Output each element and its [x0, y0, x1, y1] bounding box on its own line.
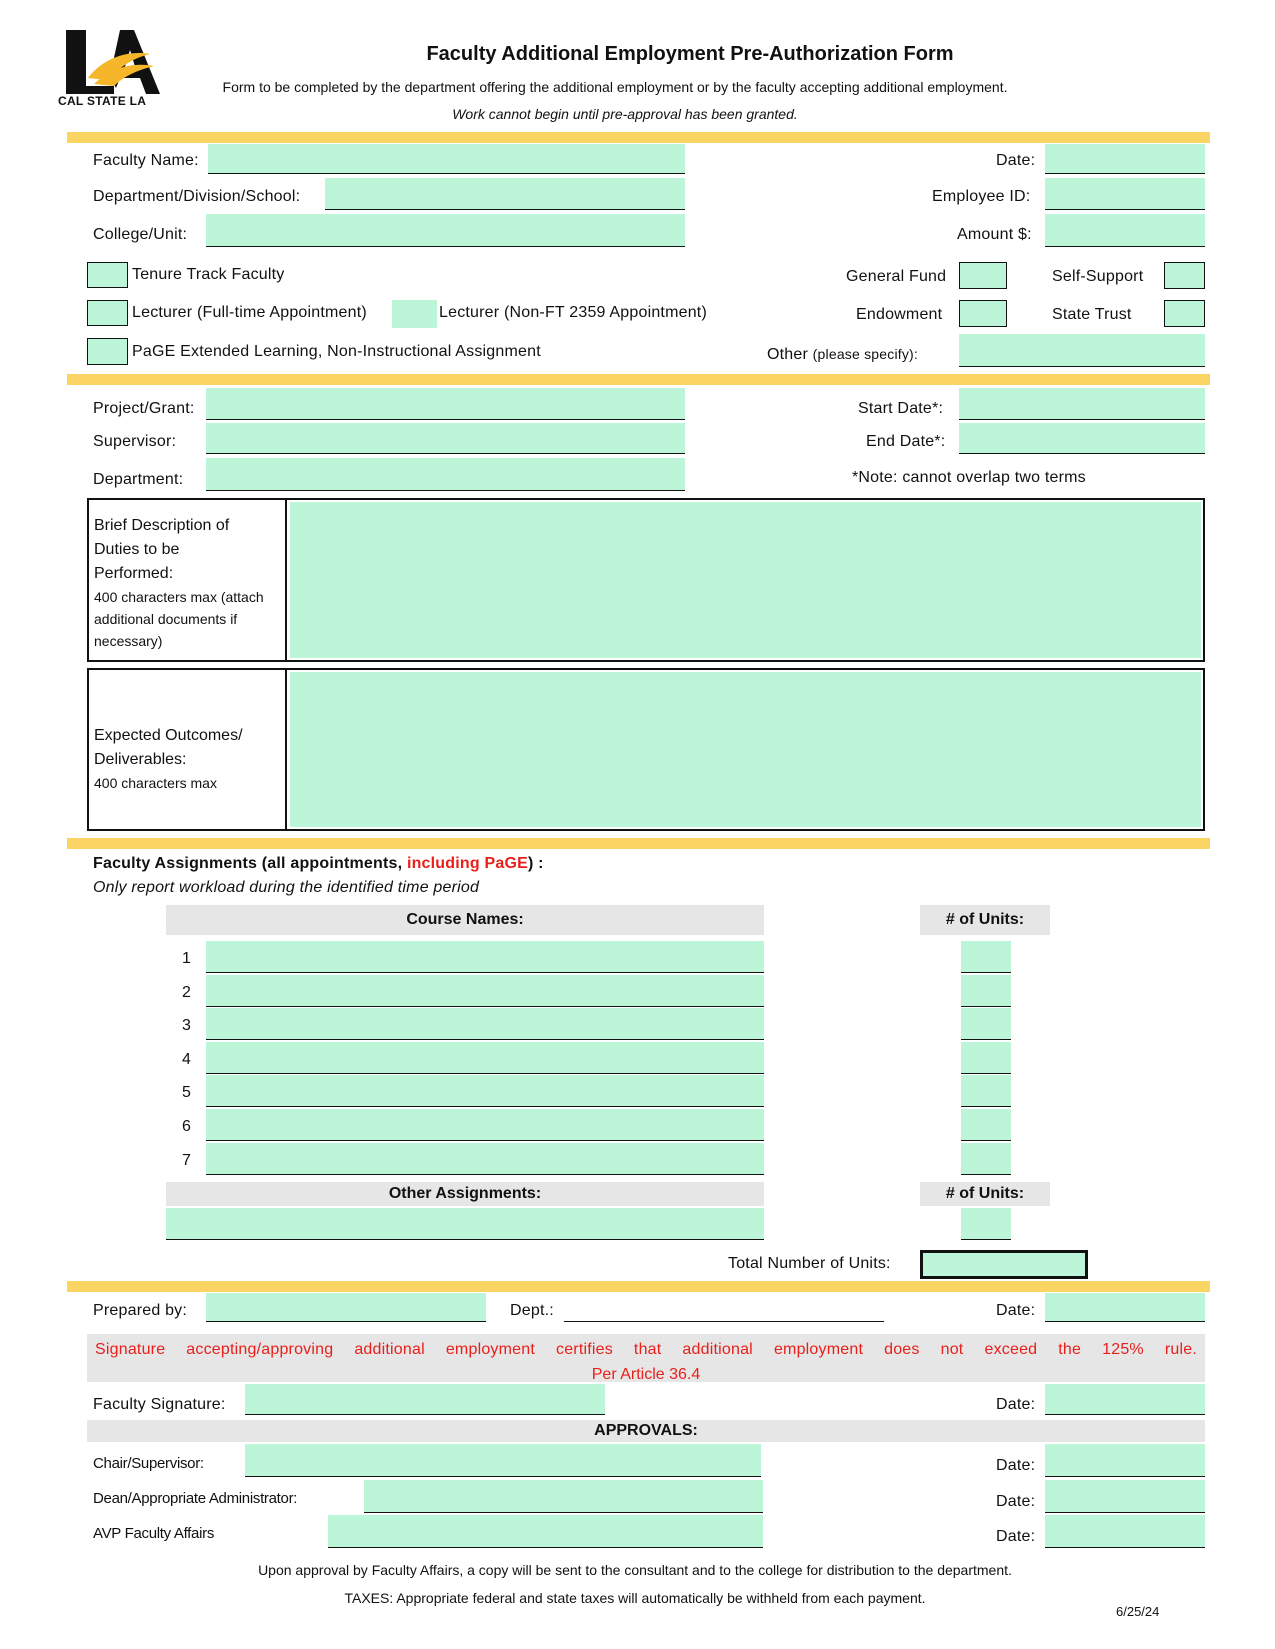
page-title: Faculty Additional Employment Pre-Authorization Form — [426, 43, 954, 65]
chair-signature-field[interactable] — [245, 1444, 761, 1477]
lecturer-nonft-checkbox[interactable] — [392, 300, 437, 328]
total-units-label: Total Number of Units: — [728, 1255, 891, 1272]
duties-hint-line1: 400 characters max (attach — [94, 589, 264, 605]
dean-signature-field[interactable] — [364, 1480, 763, 1513]
course-name-field[interactable] — [206, 1143, 764, 1175]
prepared-date-field[interactable] — [1045, 1293, 1205, 1322]
start-date-label: Start Date*: — [858, 400, 944, 417]
start-date-field[interactable] — [959, 388, 1205, 420]
outcomes-section — [87, 668, 1205, 831]
assignments-title — [93, 855, 544, 873]
footer-distribution-note: Upon approval by Faculty Affairs, a copy will be sent to the consultant and to the college for distribution to the department. — [258, 1562, 1012, 1578]
other-assignments-header: Other Assignments: — [166, 1182, 764, 1206]
la-logo-mark — [58, 28, 168, 100]
course-name-field[interactable] — [206, 975, 764, 1007]
lecturer-nonft-label: Lecturer (Non-FT 2359 Appointment) — [439, 304, 707, 321]
faculty-signature-date-field[interactable] — [1045, 1384, 1205, 1415]
course-name-field[interactable] — [206, 1075, 764, 1107]
college-label: College/Unit: — [93, 226, 188, 243]
page-extended-checkbox[interactable] — [87, 338, 128, 365]
course-row-number: 2 — [182, 984, 192, 1001]
duties-label-line2: Duties to be — [94, 541, 180, 558]
dean-date-field[interactable] — [1045, 1480, 1205, 1513]
end-date-field[interactable] — [959, 423, 1205, 454]
course-units-field[interactable] — [961, 975, 1011, 1007]
project-grant-label: Project/Grant: — [93, 400, 195, 417]
duties-hint-line3: necessary) — [94, 633, 163, 649]
course-name-field[interactable] — [206, 1008, 764, 1040]
duties-label-line3: Performed: — [94, 565, 174, 582]
avp-date-field[interactable] — [1045, 1515, 1205, 1548]
cal-state-la-logo — [58, 28, 168, 110]
course-row-number: 6 — [182, 1118, 192, 1135]
outcomes-textarea[interactable] — [290, 672, 1201, 827]
logo-caption: CAL STATE LA — [58, 94, 147, 108]
assignments-title-highlight: including PaGE — [406, 855, 528, 872]
other-label-text: Other — [767, 346, 809, 363]
course-row-number: 4 — [182, 1051, 192, 1068]
employee-id-label: Employee ID: — [932, 188, 1031, 205]
form-version-date: 6/25/24 — [1116, 1604, 1160, 1619]
lecturer-ft-label: Lecturer (Full-time Appointment) — [132, 304, 367, 321]
assignments-subtitle: Only report workload during the identified time period — [93, 879, 480, 896]
section-divider-4 — [67, 1281, 1210, 1292]
general-fund-label: General Fund — [846, 268, 947, 285]
faculty-name-field[interactable] — [208, 144, 685, 174]
section-divider-3 — [67, 838, 1210, 849]
prepared-by-label: Prepared by: — [93, 1302, 188, 1319]
amount-field[interactable] — [1045, 214, 1205, 247]
self-support-label: Self-Support — [1052, 268, 1144, 285]
faculty-signature-field[interactable] — [245, 1384, 605, 1415]
avp-label: AVP Faculty Affairs — [93, 1525, 215, 1542]
course-names-header: Course Names: — [166, 905, 764, 935]
other-assignments-units-field[interactable] — [961, 1208, 1011, 1240]
course-row-number: 1 — [182, 950, 192, 967]
date-field-top[interactable] — [1045, 144, 1205, 174]
dept-label: Dept.: — [510, 1302, 554, 1319]
other-assignments-field[interactable] — [166, 1208, 764, 1240]
article-reference: Per Article 36.4 — [591, 1366, 701, 1383]
duties-label-line1: Brief Description of — [94, 517, 230, 534]
certification-text: Signature accepting/approving additional employment certifies that additional employment does not exceed the 125% rule. — [95, 1341, 1197, 1358]
certification-notice — [87, 1334, 1205, 1382]
outcomes-hint: 400 characters max — [94, 775, 217, 791]
department-label: Department/Division/School: — [93, 188, 301, 205]
course-units-field[interactable] — [961, 1008, 1011, 1040]
outcomes-label-line2: Deliverables: — [94, 751, 187, 768]
prepared-by-field[interactable] — [206, 1293, 486, 1322]
assignments-title-pre: Faculty Assignments (all appointments, — [93, 855, 407, 872]
chair-label: Chair/Supervisor: — [93, 1455, 204, 1472]
section-divider-1 — [67, 132, 1210, 143]
assignments-title-post: ) : — [527, 855, 544, 872]
date-label-top: Date: — [996, 152, 1036, 169]
outcomes-label-line1: Expected Outcomes/ — [94, 727, 243, 744]
approvals-header: APPROVALS: — [87, 1420, 1205, 1442]
endowment-checkbox[interactable] — [959, 300, 1007, 327]
course-row-number: 5 — [182, 1084, 192, 1101]
other-units-header: # of Units: — [920, 1182, 1050, 1206]
course-units-field[interactable] — [961, 941, 1011, 973]
course-row-number: 7 — [182, 1152, 192, 1169]
avp-signature-field[interactable] — [328, 1515, 763, 1548]
department-field[interactable] — [325, 178, 685, 210]
supervisor-label: Supervisor: — [93, 433, 177, 450]
course-units-field[interactable] — [961, 1143, 1011, 1175]
course-units-field[interactable] — [961, 1075, 1011, 1107]
course-name-field[interactable] — [206, 1109, 764, 1141]
amount-label: Amount $: — [957, 226, 1032, 243]
duties-section — [87, 498, 1205, 662]
college-field[interactable] — [206, 214, 685, 247]
supervisor-field[interactable] — [206, 423, 685, 454]
avp-date-label: Date: — [996, 1528, 1036, 1545]
employee-id-field[interactable] — [1045, 178, 1205, 210]
faculty-signature-label: Faculty Signature: — [93, 1396, 226, 1413]
other-funding-field[interactable] — [959, 334, 1205, 367]
footer-taxes-note: TAXES: Appropriate federal and state taxes will automatically be withheld from each payment. — [344, 1590, 926, 1606]
outcomes-label-cell — [89, 670, 287, 829]
state-trust-checkbox[interactable] — [1164, 300, 1205, 327]
department-field-2[interactable] — [206, 458, 685, 491]
duties-label-cell — [89, 500, 287, 660]
term-overlap-note: *Note: cannot overlap two terms — [852, 469, 1086, 486]
chair-date-label: Date: — [996, 1457, 1036, 1474]
general-fund-checkbox[interactable] — [959, 262, 1007, 289]
total-units-field[interactable] — [920, 1250, 1088, 1279]
other-specify-text: (please specify): — [812, 346, 919, 362]
course-name-field[interactable] — [206, 941, 764, 973]
prepared-date-label: Date: — [996, 1302, 1036, 1319]
tenure-track-checkbox[interactable] — [87, 262, 128, 288]
lecturer-ft-checkbox[interactable] — [87, 300, 128, 326]
course-name-field[interactable] — [206, 1042, 764, 1074]
course-row-number: 3 — [182, 1017, 192, 1034]
end-date-label: End Date*: — [866, 433, 946, 450]
units-header: # of Units: — [920, 905, 1050, 935]
dept-field[interactable] — [564, 1293, 884, 1322]
page-subtitle: Form to be completed by the department offering the additional employment or by the faculty accepting additional employment. — [222, 79, 1008, 95]
faculty-name-label: Faculty Name: — [93, 152, 199, 169]
endowment-label: Endowment — [856, 306, 943, 323]
section-divider-2 — [67, 374, 1210, 385]
course-units-field[interactable] — [961, 1042, 1011, 1074]
pre-approval-note: Work cannot begin until pre-approval has been granted. — [452, 106, 798, 122]
self-support-checkbox[interactable] — [1164, 262, 1205, 289]
other-funding-label — [767, 346, 918, 364]
page-extended-label: PaGE Extended Learning, Non-Instructional Assignment — [132, 343, 541, 360]
dean-label: Dean/Appropriate Administrator: — [93, 1490, 298, 1507]
state-trust-label: State Trust — [1052, 306, 1132, 323]
duties-textarea[interactable] — [290, 502, 1201, 658]
chair-date-field[interactable] — [1045, 1444, 1205, 1477]
dean-date-label: Date: — [996, 1493, 1036, 1510]
project-grant-field[interactable] — [206, 388, 685, 420]
department-label-2: Department: — [93, 471, 184, 488]
faculty-signature-date-label: Date: — [996, 1396, 1036, 1413]
duties-hint-line2: additional documents if — [94, 611, 238, 627]
course-units-field[interactable] — [961, 1109, 1011, 1141]
tenure-track-label: Tenure Track Faculty — [132, 266, 285, 283]
